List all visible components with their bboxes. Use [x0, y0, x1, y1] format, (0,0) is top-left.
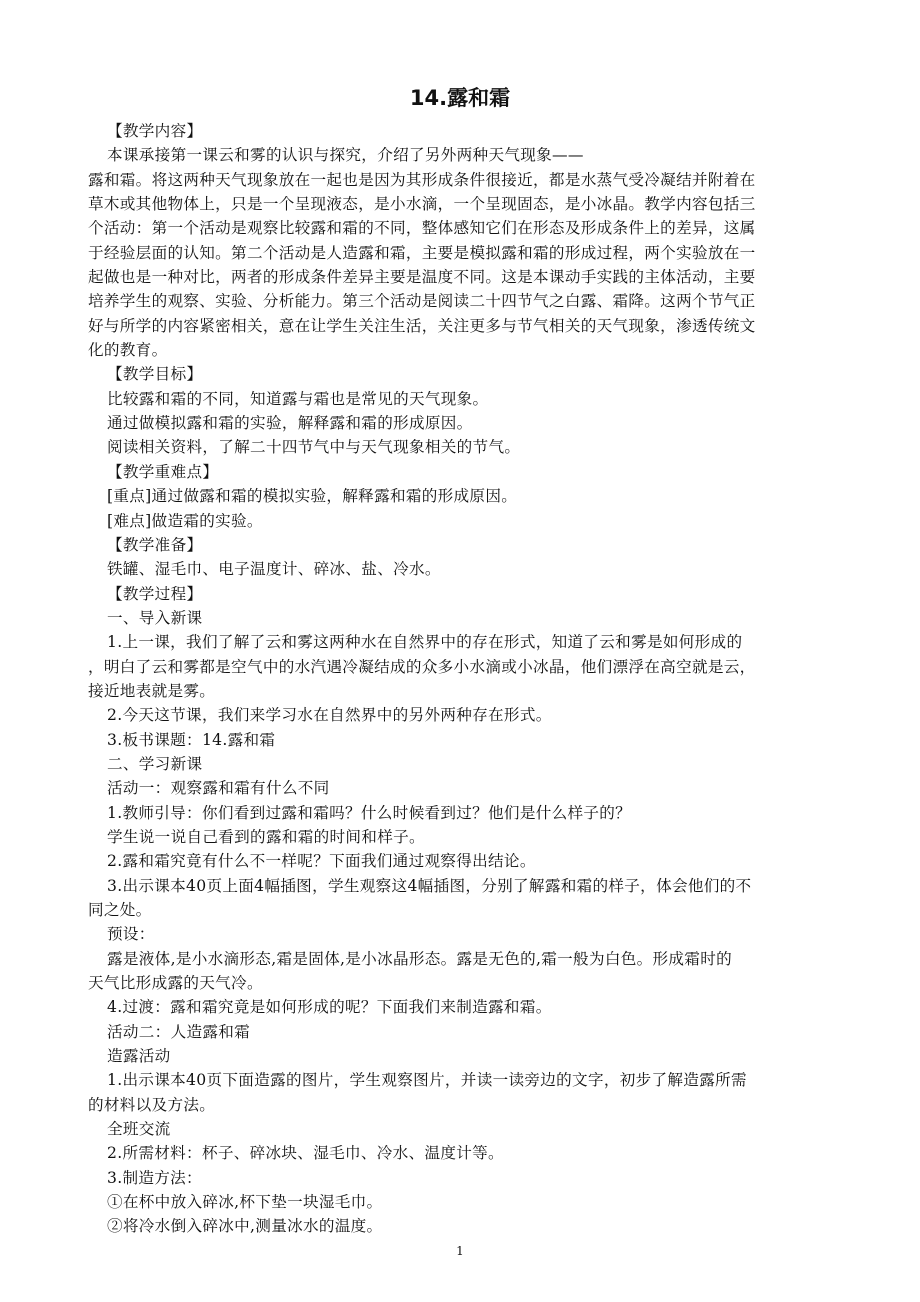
text-line: 【教学重难点】 [107, 462, 219, 481]
paragraph [88, 1190, 868, 1214]
text-line: 接近地表就是雾。 [88, 681, 216, 700]
paragraph [88, 630, 868, 703]
text-line: 【教学过程】 [107, 584, 203, 603]
paragraph [88, 1044, 868, 1068]
text-line: 好与所学的内容紧密相关，意在让学生关注生活，关注更多与节气相关的天气现象，渗透传统文 [88, 316, 756, 335]
text-line: 同之处。 [88, 901, 152, 919]
paragraph [88, 703, 868, 727]
text-line: 露和霜。将这两种天气现象放在一起也是因为其形成条件很接近，都是水蒸气受冷凝结并附着在 [88, 170, 756, 189]
paragraph [88, 1068, 868, 1117]
text-line: 露是液体,是小水滴形态,霜是固体,是小冰晶形态。露是无色的,霜一般为白色。形成霜时的 [107, 949, 732, 968]
text-line: 3.出示课本40页上面4幅插图，学生观察这4幅插图，分别了解露和霜的样子，体会他们的不 [107, 876, 752, 895]
text-line: ①在杯中放入碎冰,杯下垫一块湿毛巾。 [107, 1193, 383, 1212]
paragraph [88, 119, 868, 143]
text-line: 一、导入新课 [107, 608, 203, 627]
paragraph [88, 557, 868, 581]
text-line: 二、学习新课 [107, 754, 203, 773]
paragraph [88, 606, 868, 630]
paragraph [88, 533, 868, 557]
text-line: [重点]通过做露和霜的模拟实验，解释露和霜的形成原因。 [107, 487, 518, 506]
paragraph [88, 801, 868, 825]
text-line: 铁罐、湿毛巾、电子温度计、碎冰、盐、冷水。 [107, 560, 441, 579]
paragraph [88, 728, 868, 752]
paragraph [88, 825, 868, 849]
text-line: 草木或其他物体上，只是一个呈现液态，是小水滴，一个呈现固态，是小冰晶。教学内容包括三 [88, 195, 756, 214]
text-line: 学生说一说自己看到的露和霜的时间和样子。 [107, 827, 425, 846]
text-line: ，明白了云和雾都是空气中的水汽遇冷凝结成的众多小水滴或小冰晶，他们漂浮在高空就是云， [88, 657, 756, 676]
text-line: 3.板书课题：14.露和霜 [107, 730, 276, 749]
text-line: 于经验层面的认知。第二个活动是人造露和霜，主要是模拟露和霜的形成过程，两个实验放在一 [88, 243, 756, 262]
text-line: 起做也是一种对比，两者的形成条件差异主要是温度不同。这是本课动手实践的主体活动，主要 [88, 268, 756, 287]
text-line: 4.过渡：露和霜究竟是如何形成的呢？下面我们来制造露和霜。 [107, 998, 552, 1017]
paragraph [88, 1117, 868, 1141]
paragraph [88, 849, 868, 873]
text-line: ②将冷水倒入碎冰中,测量冰水的温度。 [107, 1217, 383, 1236]
text-line: 的材料以及方法。 [88, 1095, 216, 1114]
text-line: 2.露和霜究竟有什么不一样呢？下面我们通过观察得出结论。 [107, 852, 536, 871]
text-line: 1.上一课，我们了解了云和雾这两种水在自然界中的存在形式，知道了云和雾是如何形成的 [107, 633, 743, 652]
text-line: 活动一：观察露和霜有什么不同 [107, 779, 330, 798]
document-title: 14.露和霜 [409, 86, 511, 110]
text-line: 1.出示课本40页下面造露的图片，学生观察图片，并读一读旁边的文字，初步了解造露所需 [107, 1071, 747, 1090]
document-body [88, 119, 868, 1239]
text-line: 比较露和霜的不同，知道露与霜也是常见的天气现象。 [107, 389, 489, 408]
paragraph [88, 143, 868, 362]
text-line: 全班交流 [107, 1120, 171, 1139]
text-line: 本课承接第一课云和雾的认识与探究，介绍了另外两种天气现象—— [107, 146, 584, 165]
paragraph [88, 509, 868, 533]
paragraph [88, 1020, 868, 1044]
text-line: 2.今天这节课，我们来学习水在自然界中的另外两种存在形式。 [107, 706, 552, 725]
paragraph [88, 582, 868, 606]
text-line: 【教学准备】 [107, 535, 203, 554]
page-number: 1 [456, 1244, 464, 1258]
text-line: 预设： [107, 925, 155, 944]
text-line: 培养学生的观察、实验、分析能力。第三个活动是阅读二十四节气之白露、霜降。这两个节气正 [88, 292, 756, 311]
paragraph [88, 1166, 868, 1190]
text-line: 2.所需材料：杯子、碎冰块、湿毛巾、冷水、温度计等。 [107, 1144, 504, 1163]
text-line: 【教学目标】 [107, 365, 203, 384]
text-line: 化的教育。 [88, 341, 168, 360]
paragraph [88, 411, 868, 435]
paragraph [88, 362, 868, 386]
paragraph [88, 947, 868, 996]
paragraph [88, 387, 868, 411]
text-line: 天气比形成露的天气冷。 [88, 974, 263, 993]
text-line: 活动二：人造露和霜 [107, 1022, 251, 1041]
paragraph [88, 484, 868, 508]
text-line: 阅读相关资料，了解二十四节气中与天气现象相关的节气。 [107, 438, 521, 457]
paragraph [88, 752, 868, 776]
text-line: 【教学内容】 [107, 122, 203, 140]
text-line: 通过做模拟露和霜的实验，解释露和霜的形成原因。 [107, 414, 473, 433]
paragraph [88, 995, 868, 1019]
paragraph [88, 874, 868, 923]
paragraph [88, 1141, 868, 1165]
paragraph [88, 460, 868, 484]
text-line: [难点]做造霜的实验。 [107, 511, 263, 530]
paragraph [88, 1214, 868, 1238]
text-line: 个活动：第一个活动是观察比较露和霜的不同，整体感知它们在形态及形成条件上的差异，这属 [88, 219, 756, 238]
text-line: 1.教师引导：你们看到过露和霜吗？什么时候看到过？他们是什么样子的？ [107, 803, 632, 822]
paragraph [88, 435, 868, 459]
text-line: 造露活动 [107, 1047, 171, 1066]
paragraph [88, 776, 868, 800]
paragraph [88, 922, 868, 946]
text-line: 3.制造方法： [107, 1168, 202, 1187]
